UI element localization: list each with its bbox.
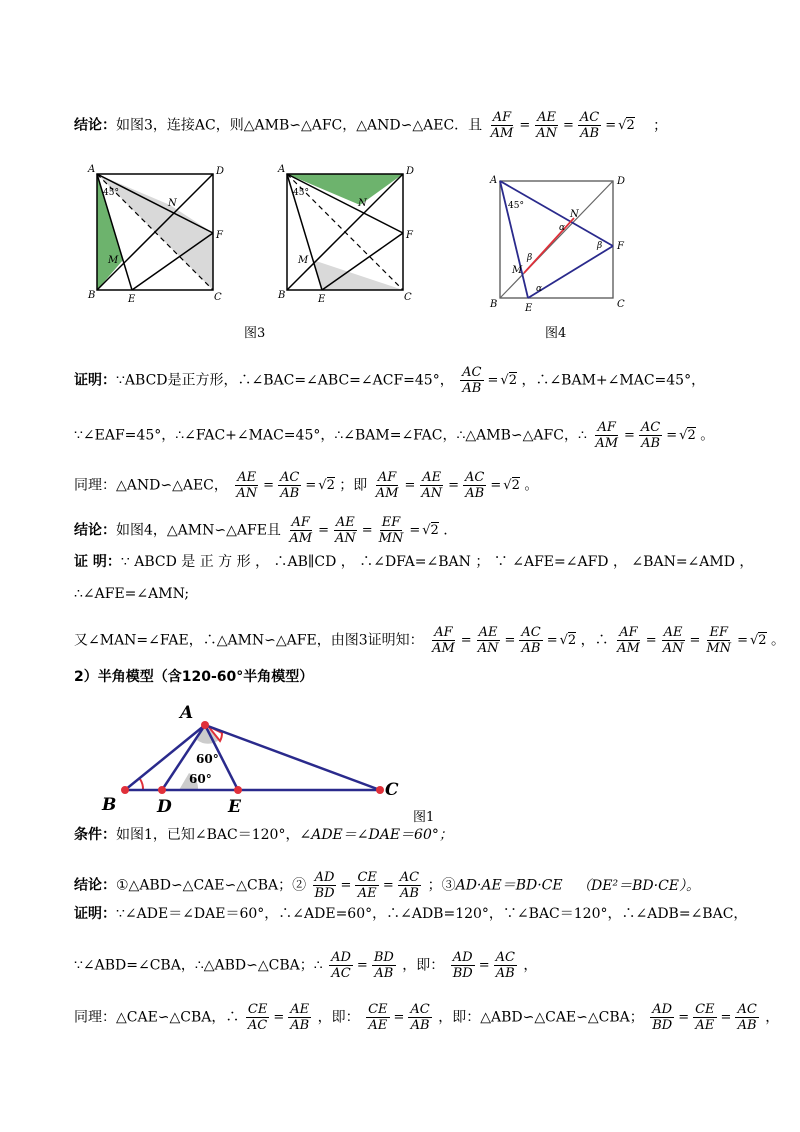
proof-line-8: ∵∠ABD=∠CBA，∴△ABD∽△CBA；∴ $\frac{AD}{AC}$ = $\frac{BD}{AB}$ ，即： $\frac{AD}{BD}$ = $\frac{AC}{AB}$ ， [74,950,538,981]
label-D: D [157,797,172,817]
label-E: E [525,303,533,314]
label-M: M [298,255,309,266]
label-E: E [228,797,241,817]
angle-45: 45° [508,201,524,211]
label-N: N [168,198,177,209]
label-N: N [570,209,579,220]
condition: 条件：如图1，已知∠BAC＝120°，∠ADE＝∠DAE＝60°； [74,827,453,843]
text: 如图3，连接AC，则△AMB∽△AFC，△AND∽△AEC．且 [116,117,483,134]
label-C: C [404,292,412,303]
label-F: F [406,230,413,241]
label-B: B [102,795,117,815]
angle-45: 45° [103,188,119,198]
proof-line-5: ∴∠AFE=∠AMN; [74,586,190,602]
beta-1: β [527,253,533,263]
angle-45: 45° [293,188,309,198]
label-C: C [385,780,399,800]
label-C: C [214,292,222,303]
proof-line-1: 证明：∵ABCD是正方形，∴∠BAC=∠ABC=∠ACF=45°， $\frac{AC}{AB}$ = √2 ，∴∠BAM+∠MAC=45°， [74,365,706,396]
proof-line-9: 同理：△CAE∽△CBA，∴ $\frac{CE}{AC}$ = $\frac{AE}{AB}$ ，即： $\frac{CE}{AE}$ = $\frac{AC}{AB}$ ，即：△ABD∽△CAE∽△CBA； $\frac{AD}{BD}$ = $\frac{CE}{AE}$ = $\frac{AC}{AB}$ ， [74,1002,780,1033]
label-F: F [216,230,223,241]
angle-60-bottom: 60° [189,772,212,786]
figure-3 [80,160,440,310]
alpha-2: α [536,284,543,294]
caption-fig4: 图4 [545,326,567,341]
figure-4 [480,168,630,318]
section-heading: 2）半角模型（含120-60°半角模型） [74,669,314,685]
figure-1-triangle [95,695,445,820]
proof-line-7: 证明：∵∠ADE＝∠DAE＝60°，∴∠ADE=60°，∴∠ADB=120°，∵∠BAC＝120°，∴∠ADB=∠BAC， [74,906,748,922]
proof-line-3: 同理：△AND∽△AEC， $\frac{AE}{AN}$ = $\frac{AC}{AB}$ = √2 ；即 $\frac{AF}{AM}$ = $\frac{AE}{AN}$ = $\frac{AC}{AB}$ = √2 。 [74,470,539,501]
label-B: B [88,290,96,301]
label-M: M [108,255,119,266]
label-D: D [406,166,415,177]
label-D: D [617,176,626,187]
conclusion-1: 结论：如图3，连接AC，则△AMB∽△AFC，△AND∽△AEC．且 $\frac{AF}{AM}$ = $\frac{AE}{AN}$ = $\frac{AC}{AB}$ = √2 ； [74,110,668,141]
label-A: A [490,175,498,186]
sqrt: √2 [618,117,635,133]
proof-line-6: 又∠MAN=∠FAE，∴△AMN∽△AFE，由图3证明知： $\frac{AF}{AM}$ = $\frac{AE}{AN}$ = $\frac{AC}{AB}$ = √2 ，∴ $\frac{AF}{AM}$ = $\frac{AE}{AN}$ = $\frac{EF}{MN}$ = √2 。 [74,625,785,656]
label-F: F [617,241,624,252]
label-E: E [318,294,326,305]
label: 结论： [74,117,116,134]
caption-fig1: 图1 [413,810,435,825]
label-A: A [278,164,286,175]
label-M: M [512,265,523,276]
fig3-right [277,164,414,305]
alpha-1: α [559,223,566,233]
conclusion-3: 结论：①△ABD∽△CAE∽△CBA；② $\frac{AD}{BD}$ = $\frac{CE}{AE}$ = $\frac{AC}{AB}$ ；③AD·AE＝BD·CE （DE²＝BD·CE）。 [74,870,700,901]
label-N: N [358,198,367,209]
proof-line-4: 证 明：∵ ABCD 是 正 方 形 ， ∴AB∥CD ， ∴∠DFA=∠BAN ； ∵ ∠AFE=∠AFD ， ∠BAN=∠AMD ， [74,554,754,570]
proof-line-2: ∵∠EAF=45°，∴∠FAC+∠MAC=45°，∴∠BAM=∠FAC，∴△AMB∽△AFC，∴ $\frac{AF}{AM}$ = $\frac{AC}{AB}$ = √2 。 [74,420,715,451]
label-A: A [88,164,96,175]
label-A: A [180,703,194,723]
label-D: D [216,166,225,177]
caption-fig3: 图3 [244,326,266,341]
conclusion-2: 结论：如图4，△AMN∽△AFE且 $\frac{AF}{AM}$ = $\frac{AE}{AN}$ = $\frac{EF}{MN}$ = √2 . [74,515,448,546]
beta-2: β [597,241,603,251]
label-C: C [617,299,625,310]
label-E: E [128,294,136,305]
label-B: B [278,290,286,301]
fig3-left [87,164,224,305]
label-B: B [490,299,498,310]
angle-60-top: 60° [196,752,219,766]
eq-group: $\frac{AF}{AM}$ = $\frac{AE}{AN}$ = $\frac{AC}{AB}$ = √2 [490,110,635,141]
